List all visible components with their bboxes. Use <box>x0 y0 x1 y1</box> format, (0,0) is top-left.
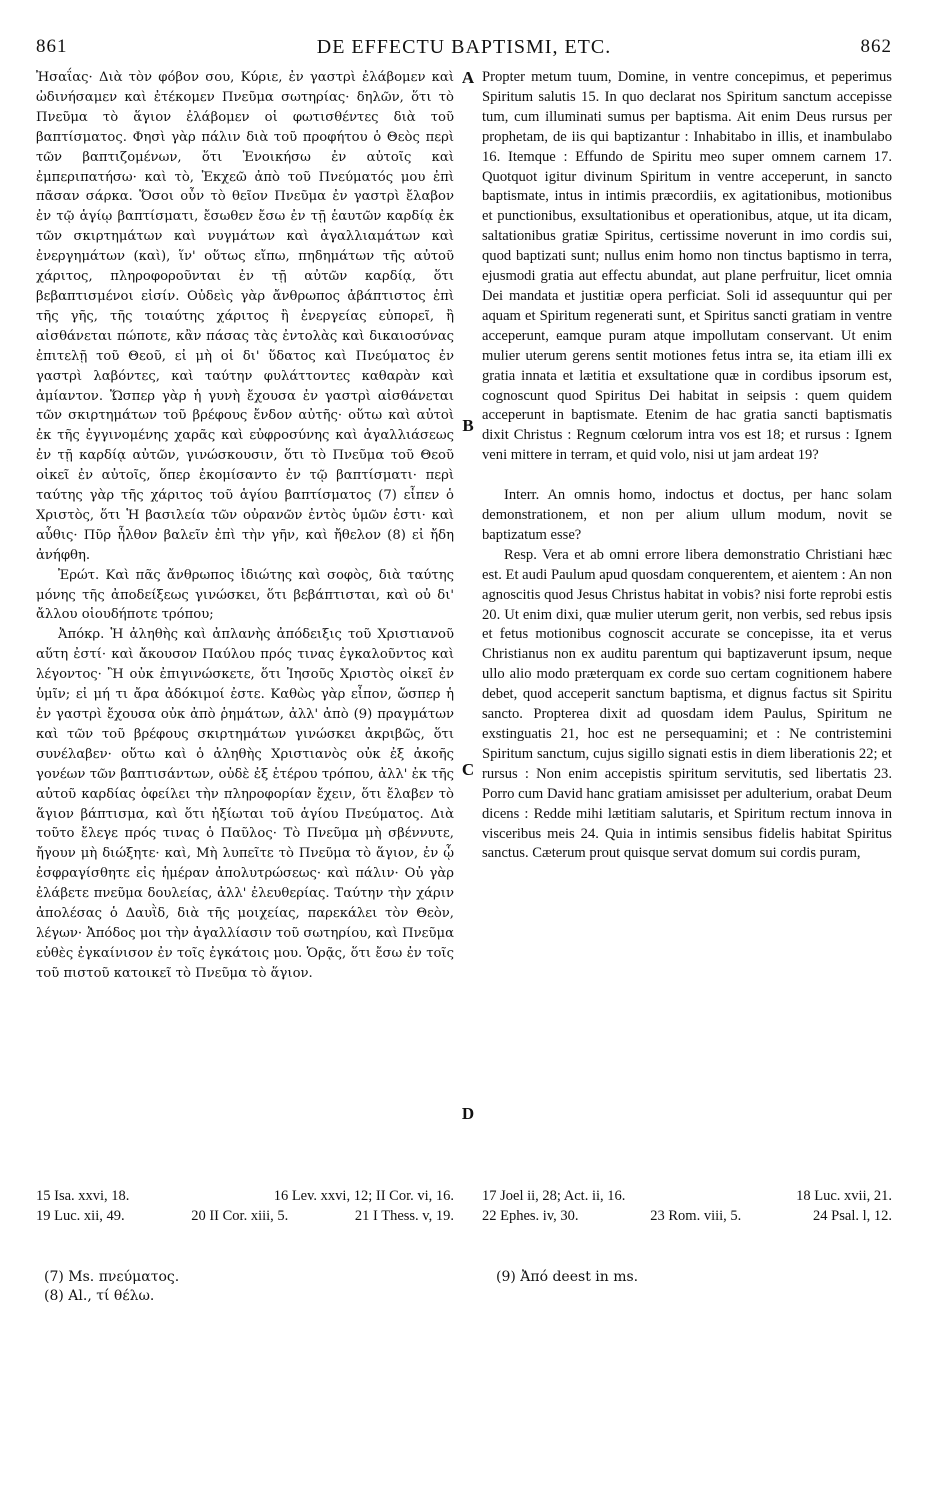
variant-7: (7) Ms. πνεύματος. <box>44 1269 180 1285</box>
latin-paragraph-1: Propter metum tuum, Domine, in ventre concepimus, et peperimus Spiritum salutis 15. In quo declarat nos Spiritum sanctum accepisse tum, cum illuminati sumus per baptisma. Ait enim Deus rursus per prophetam, de iis qui baptizantur : Inhabitabo in illis, et inambulabo 16. Itemque : Effundo de Spiritu meo super omnem carnem 17. Quotquot igitur divinum Spiritum in ventre acceperunt, in sancto baptismate, intus in intimis præcordiis, ex agitationibus, motionibus et punctionibus, exsultationibus et operationibus, atque, ut ita dicam, saltationibus gratiæ Spiritus, certissime noverunt in imo cordis sui, quod baptizati sunt; nullus enim homo non tinctus baptismo in terra, ejusmodi gratia aut effectu abundat, aut plane perfruitur, licet omnia Dei mandata et justitiæ opera perficiat. Soli id assequuntur qui per aquam et Spiritum regenerati sunt, et Spiritus sancti gratiam in ventre acceperunt, eamque puram atque impollutam conservant. Ut enim mulier uterum gerens sentit motiones fetus intra se, ita etiam illi ex gratia innata et lætitia et exsultatione quæ in cordibus ipsorum est, cognoscunt quod Spiritus Dei habitat in seipsis : quem quidem acceperunt in baptismate. Etenim de hac gratia sancti baptismatis dixit Christus : Regnum cœlorum intra vos est 18; et rursus : Ignem veni mittere in terram, et quid volo, nisi ut jam ardeat 19? <box>482 69 892 464</box>
margin-letter-d: D <box>461 1104 475 1123</box>
footnote-23: 23 Rom. viii, 5. <box>650 1208 742 1224</box>
greek-column <box>36 68 454 984</box>
footnote-17: 17 Joel ii, 28; Act. ii, 16. <box>482 1188 626 1204</box>
margin-letter-a: A <box>461 68 475 87</box>
footnotes <box>36 1186 892 1226</box>
variants-left <box>44 1268 444 1306</box>
paragraph-gap <box>482 466 892 486</box>
variant-8: (8) Al., τί θέλω. <box>44 1288 155 1304</box>
running-header <box>36 34 892 64</box>
latin-paragraph-resp: Resp. Vera et ab omni errore libera demonstratio Christiani hæc est. Et audi Paulum apud quosdam conquerentem, et aientem : An non agnoscitis quod Jesus Christus habitat in vobis? nisi forte reprobi estis 20. Ut enim dixi, quæ mulier uterum gerit, non verbis, sed rebus ipsis et fetus motionibus cognoscit accurate se concepisse, ita et verus Christianus non ex auditu parentum qui baptizaverunt ipsum, neque ullo alio modo præterquam ex corde suo certam cognitionem habere debet, quod acceperit sanctum baptisma, et dignus factus sit Spiritu sancto. Propterea dixit ad quosdam idem Paulus, Spiritum ne exstinguatis 21, hoc est ne persequamini; et : Ne contristemini Spiritum sanctum, cujus sigillo signati estis in diem liberationis 22; et rursus : Non enim accepistis spiritum servitutis, sed libertatis 23. Porro cum David hanc gratiam amisisset per adulterium, orabat Deum dicens : Redde mihi lætitiam salutaris, et Spiritum rectum innova in visceribus meis 24. Quia in intimis sensibus fidelis habitat Spiritus sanctus. Cæterum prout quisque servat domum sui cordis puram, <box>482 546 892 862</box>
footnote-20: 20 II Cor. xiii, 5. <box>191 1208 289 1224</box>
footnote-18: 18 Luc. xvii, 21. <box>796 1188 892 1204</box>
footnote-15: 15 Isa. xxvi, 18. <box>36 1188 130 1204</box>
page-number-right: 862 <box>860 36 892 57</box>
latin-paragraph-interr: Interr. An omnis homo, indoctus et doctus, per hanc solam demonstrationem, et non per alium ullum modum, novit se baptizatum esse? <box>482 487 892 543</box>
greek-paragraph-interr: Ἐρώτ. Καὶ πᾶς ἄνθρωπος ἰδιώτης καὶ σοφὸς, διὰ ταύτης μόνης τῆς ἀποδείξεως γινώσκει, ὅτι βεβάπτισται, καὶ οὐ δι' ἄλλου οἱουδήποτε τρόπου; <box>36 567 454 623</box>
footnote-24: 24 Psal. l, 12. <box>813 1208 892 1224</box>
running-title: DE EFFECTU BAPTISMI, ETC. <box>316 36 612 58</box>
greek-paragraph-resp: Ἀπόκρ. Ἡ ἀληθὴς καὶ ἀπλανὴς ἀπόδειξις τοῦ Χριστιανοῦ αὕτη ἐστί· καὶ ἄκουσον Παύλου πρός τινας ἐγκαλοῦντος καὶ λέγοντος· Ἢ οὐκ ἐπιγινώσκετε, ὅτι Ἰησοῦς Χριστὸς οἰκεῖ ἐν ὑμῖν; εἰ μή τι ἄρα ἀδόκιμοί ἐστε. Καθὼς γὰρ εἶπον, ὥσπερ ἡ ἐν γαστρὶ ἔχουσα οὐκ ἀπὸ ῥημάτων, ἀλλ' ἀπὸ (9) πραγμάτων καὶ τῶν τοῦ βρέφους σκιρτημάτων γινώσκει ἀκριβῶς, ὅτι συνέλαβεν· οὕτω καὶ ὁ ἀληθὴς Χριστιανὸς οὐκ ἐξ ἀκοῆς γονέων τῶν βαπτισάντων, οὐδὲ ἐξ ἑτέρου τρόπου, ἀλλ' ἐκ τῆς αὐτοῦ καρδίας ὀφείλει τὴν πληροφορίαν ἔχειν, ὅτι ἔλαβεν τὸ ἅγιον βάπτισμα, καὶ ὅτι ἠξίωται τοῦ ἁγίου Πνεύματος. Διὰ τοῦτο ἔλεγε πρός τινας ὁ Παῦλος· Τὸ Πνεῦμα μὴ σβέννυτε, ἤγουν μὴ διώξητε· καὶ, Μὴ λυπεῖτε τὸ Πνεῦμα τὸ ἅγιον, ἐν ᾧ ἐσφραγίσθητε εἰς ἡμέραν ἀπολυτρώσεως· καὶ πάλιν· Οὐ γὰρ ἐλάβετε πνεῦμα δουλείας, ἀλλ' ἐλευθερίας. Ταύτην τὴν χάριν ἀπολέσας ὁ Δαυῒδ, διὰ τῆς μοιχείας, παρεκάλει τὸν Θεὸν, λέγων· Ἀπόδος μοι τὴν ἀγαλλίασιν τοῦ σωτηρίου, καὶ Πνεῦμα εὐθὲς ἐγκαίνισον ἐν τοῖς ἐγκάτοις μου. Ὁρᾷς, ὅτι ἔσω ἐν τοῖς τοῦ πιστοῦ κατοικεῖ τὸ Πνεῦμα τὸ ἅγιον. <box>36 627 454 981</box>
margin-letter-b: B <box>462 416 474 435</box>
margin-letters <box>454 68 482 1168</box>
footnote-21: 21 I Thess. v, 19. <box>354 1208 454 1224</box>
variants-right <box>496 1268 896 1287</box>
footnote-row-1 <box>36 1186 892 1206</box>
footnote-22: 22 Ephes. iv, 30. <box>482 1208 579 1224</box>
footnote-16: 16 Lev. xxvi, 12; II Cor. vi, 16. <box>273 1188 454 1204</box>
latin-column <box>482 68 892 864</box>
margin-letter-c: C <box>461 760 475 779</box>
page-number-left: 861 <box>36 36 68 57</box>
footnote-19: 19 Luc. xii, 49. <box>36 1208 125 1224</box>
greek-paragraph-1: Ἠσαΐας· Διὰ τὸν φόβον σου, Κύριε, ἐν γαστρὶ ἐλάβομεν καὶ ὠδινήσαμεν καὶ ἐτέκομεν Πνεῦμα σωτηρίας· δηλῶν, ὅτι τὸ Πνεῦμα τὸ ἅγιον ἐλάβομεν οἱ φωτισθέντες διὰ τοῦ βαπτίσματος. Φησὶ γὰρ πάλιν διὰ τοῦ προφήτου ὁ Θεὸς περὶ τῶν βαπτιζομένων, ὅτι Ἐνοικήσω ἐν αὐτοῖς καὶ ἐμπεριπατήσω· καὶ τὸ, Ἐκχεῶ ἀπὸ τοῦ Πνεύματός μου ἐπὶ πᾶσαν σάρκα. Ὅσοι οὖν τὸ θεῖον Πνεῦμα ἐν γαστρὶ ἔλαβον ἐν τῷ ἁγίῳ βαπτίσματι, ἔσωθεν ἔσω ἐν τῇ ἑαυτῶν καρδίᾳ ἐκ τῶν σκιρτημάτων καὶ νυγμάτων καὶ ἀγαλλιαμάτων καὶ ἐνεργημάτων (καὶ), ἵν' οὕτως εἴπω, πηδημάτων τῆς αὐτοῦ χάριτος, πληροφοροῦνται ἐν τῇ αὐτῶν καρδίᾳ, ὅτι βεβαπτισμένοι εἰσίν. Οὐδεὶς γὰρ ἄνθρωπος ἀβάπτιστος ἐπὶ τῆς γῆς, τῆς τοιαύτης χάριτος ἢ ἐνεργείας εὐπορεῖ, ἢ αἰσθάνεται πώποτε, κἂν πάσας τὰς ἐντολὰς καὶ δικαιοσύνας ἐπιτελῇ τοῦ Θεοῦ, εἰ μὴ οἱ δι' ὕδατος καὶ Πνεύματος ἐν γαστρὶ λαβόντες, καὶ ταύτην φυλάττοντες καθαρὰν καὶ ἀμίαντον. Ὥσπερ γὰρ ἡ γυνὴ ἔχουσα ἐν γαστρὶ αἰσθάνεται τῶν σκιρτημάτων τοῦ βρέφους ἔνδον αὐτῆς· οὕτω καὶ αὐτοὶ ἐκ τῆς ἐγγινομένης χαρᾶς καὶ εὐφροσύνης καὶ ἀγαλλιάσεως ἐν τῇ καρδίᾳ αὐτῶν, γινώσκουσιν, ὅτι τὸ Πνεῦμα τοῦ Θεοῦ οἰκεῖ ἐν αὐτοῖς, ὅπερ ἐκομίσαντο ἐν τῷ βαπτίσματι· περὶ ταύτης γὰρ τῆς χάριτος τοῦ ἁγίου βαπτίσματος (7) εἶπεν ὁ Χριστὸς, ὅτι Ἡ βασιλεία τῶν οὐρανῶν ἐντὸς ὑμῶν ἐστι· καὶ αὖθις· Πῦρ ἦλθον βαλεῖν ἐπὶ τὴν γῆν, καὶ ἤθελον (8) εἰ ἤδη ἀνήφθη. <box>36 70 454 563</box>
variant-9: (9) Ἀπό deest in ms. <box>496 1269 639 1285</box>
footnote-row-2 <box>36 1206 892 1226</box>
